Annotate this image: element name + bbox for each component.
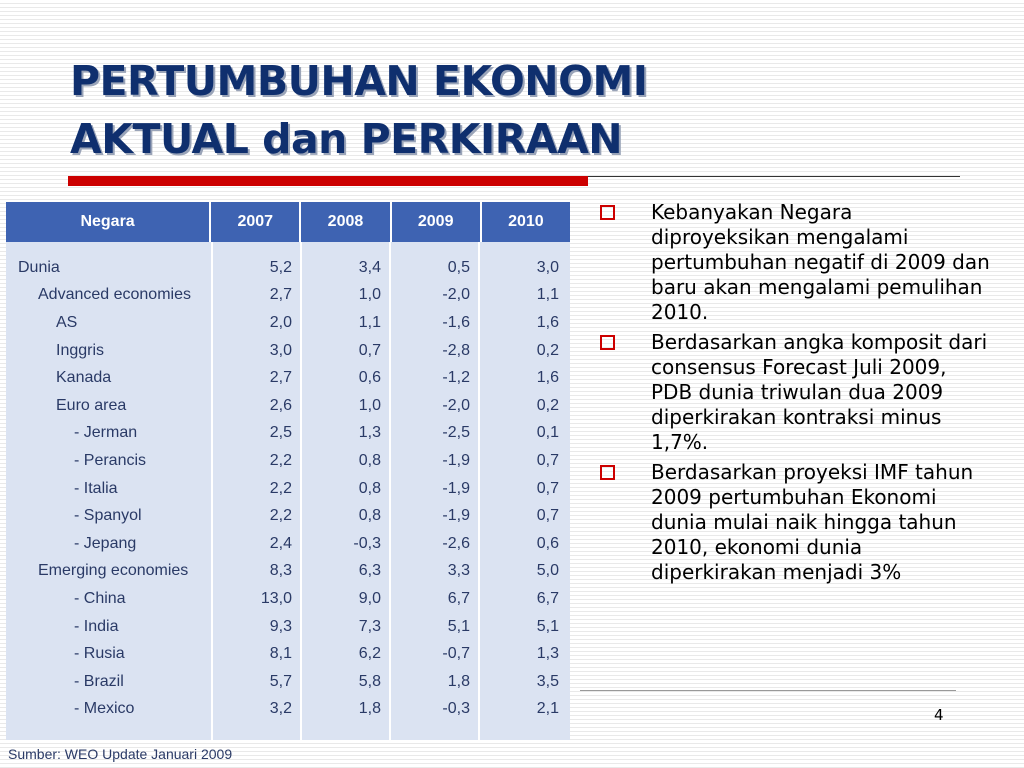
row-country-name: AS xyxy=(56,313,78,331)
table-row xyxy=(6,282,570,310)
column-divider xyxy=(389,242,391,743)
header-2010: 2010 xyxy=(508,213,544,230)
header-2008: 2008 xyxy=(301,202,391,242)
row-value-2010: 0,7 xyxy=(536,507,559,525)
row-value-2010: 1,3 xyxy=(536,645,559,663)
table-body xyxy=(6,242,570,723)
table-row xyxy=(6,613,570,641)
table-row xyxy=(6,696,570,724)
row-country-name: - Rusia xyxy=(74,645,125,663)
row-country-name: Kanada xyxy=(56,369,112,387)
row-value-2009: 6,7 xyxy=(447,589,470,607)
row-value-2010: 0,7 xyxy=(536,451,559,469)
row-value-2009: -1,2 xyxy=(442,369,470,387)
row-value-2008: 0,8 xyxy=(358,507,381,525)
row-value-2008: 6,2 xyxy=(358,645,381,663)
row-value-2010: 3,0 xyxy=(536,258,559,276)
row-value-2008: 6,3 xyxy=(358,562,381,580)
title-divider-line xyxy=(588,176,960,177)
row-value-2009: -1,9 xyxy=(442,507,470,525)
row-value-2007: 3,0 xyxy=(269,341,292,359)
row-value-2009: -2,0 xyxy=(442,286,470,304)
row-value-2008: 0,8 xyxy=(358,451,381,469)
header-negara: Negara xyxy=(6,202,211,242)
row-value-2010: 2,1 xyxy=(536,700,559,718)
row-value-2009: 3,3 xyxy=(447,562,470,580)
row-value-2007: 2,0 xyxy=(269,313,292,331)
row-value-2008: 5,8 xyxy=(358,672,381,690)
row-value-2008: -0,3 xyxy=(353,534,381,552)
row-country-name: - Jerman xyxy=(74,424,138,442)
table-row xyxy=(6,364,570,392)
row-value-2008: 0,7 xyxy=(358,341,381,359)
row-value-2008: 1,1 xyxy=(358,313,381,331)
row-value-2007: 2,7 xyxy=(269,369,292,387)
footer-divider-line xyxy=(580,690,956,691)
row-country-name: - Mexico xyxy=(74,700,135,718)
row-value-2008: 0,8 xyxy=(358,479,381,497)
row-value-2010: 0,2 xyxy=(536,396,559,414)
row-country-name: Euro area xyxy=(56,396,127,414)
square-bullet-icon xyxy=(600,205,615,220)
row-value-2007: 2,5 xyxy=(269,424,292,442)
table-row xyxy=(6,420,570,448)
row-value-2010: 1,6 xyxy=(536,313,559,331)
table-row xyxy=(6,585,570,613)
row-value-2008: 1,0 xyxy=(358,286,381,304)
table-row xyxy=(6,502,570,530)
row-value-2010: 6,7 xyxy=(536,589,559,607)
row-value-2008: 9,0 xyxy=(358,589,381,607)
row-value-2010: 0,1 xyxy=(536,424,559,442)
row-country-name: Emerging economies xyxy=(38,562,189,580)
row-value-2009: -1,6 xyxy=(442,313,470,331)
row-country-name: Advanced economies xyxy=(38,286,191,304)
row-country-name: - Jepang xyxy=(74,534,137,552)
row-value-2007: 2,2 xyxy=(269,507,292,525)
row-value-2010: 5,0 xyxy=(536,562,559,580)
bullet-item xyxy=(600,460,992,585)
row-value-2009: -1,9 xyxy=(442,479,470,497)
table-row xyxy=(6,558,570,586)
row-value-2007: 2,4 xyxy=(269,534,292,552)
table-row xyxy=(6,640,570,668)
table-row xyxy=(6,392,570,420)
row-country-name: - India xyxy=(74,617,119,635)
table-row xyxy=(6,668,570,696)
row-country-name: - Brazil xyxy=(74,672,124,690)
row-value-2010: 0,6 xyxy=(536,534,559,552)
row-country-name: - Spanyol xyxy=(74,507,142,525)
column-divider xyxy=(478,242,480,743)
bullet-text: Berdasarkan proyeksi IMF tahun 2009 pertumbuhan Ekonomi dunia mulai naik hingga tahun 2010, ekonomi dunia diperkirakan menjadi 3% xyxy=(651,460,974,584)
row-country-name: - China xyxy=(74,589,126,607)
row-value-2008: 0,6 xyxy=(358,369,381,387)
row-value-2010: 0,7 xyxy=(536,479,559,497)
row-country-name: Dunia xyxy=(18,258,60,276)
bullet-list xyxy=(600,200,992,590)
row-value-2007: 9,3 xyxy=(269,617,292,635)
row-value-2008: 1,3 xyxy=(358,424,381,442)
row-value-2008: 1,0 xyxy=(358,396,381,414)
header-2009: 2009 xyxy=(392,202,482,242)
square-bullet-icon xyxy=(600,335,615,350)
header-2007: 2007 xyxy=(211,202,301,242)
table-row xyxy=(6,475,570,503)
row-value-2007: 2,2 xyxy=(269,451,292,469)
row-value-2009: 1,8 xyxy=(447,672,470,690)
bullet-text: Kebanyakan Negara diproyeksikan mengalami pertumbuhan negatif di 2009 dan baru akan mengalami pemulihan 2010. xyxy=(651,200,990,324)
bullet-item xyxy=(600,200,992,325)
column-divider xyxy=(211,242,213,743)
table-row xyxy=(6,309,570,337)
title-line-2: AKTUAL dan PERKIRAAN xyxy=(70,115,623,163)
row-country-name: - Italia xyxy=(74,479,118,497)
row-value-2007: 3,2 xyxy=(269,700,292,718)
row-value-2010: 1,1 xyxy=(536,286,559,304)
row-value-2009: -1,9 xyxy=(442,451,470,469)
bullet-text: Berdasarkan angka komposit dari consensus Forecast Juli 2009, PDB dunia triwulan dua 2009 diperkirakan kontraksi minus 1,7%. xyxy=(651,330,988,454)
page-number: 4 xyxy=(934,706,944,724)
row-value-2009: -2,0 xyxy=(442,396,470,414)
row-value-2007: 5,2 xyxy=(269,258,292,276)
row-value-2008: 3,4 xyxy=(358,258,381,276)
row-value-2007: 8,1 xyxy=(269,645,292,663)
growth-table xyxy=(6,202,570,740)
table-header xyxy=(6,202,570,242)
row-value-2009: -2,8 xyxy=(442,341,470,359)
bullet-item xyxy=(600,330,992,455)
row-country-name: - Perancis xyxy=(74,451,147,469)
square-bullet-icon xyxy=(600,465,615,480)
row-value-2010: 3,5 xyxy=(536,672,559,690)
row-value-2007: 2,2 xyxy=(269,479,292,497)
title-line-1: PERTUMBUHAN EKONOMI xyxy=(70,57,648,105)
row-value-2009: 5,1 xyxy=(447,617,470,635)
row-value-2010: 1,6 xyxy=(536,369,559,387)
table-row xyxy=(6,530,570,558)
row-value-2009: -0,7 xyxy=(442,645,470,663)
row-value-2008: 7,3 xyxy=(358,617,381,635)
row-value-2007: 5,7 xyxy=(269,672,292,690)
table-row xyxy=(6,337,570,365)
table-row xyxy=(6,254,570,282)
row-value-2009: -2,5 xyxy=(442,424,470,442)
row-value-2010: 0,2 xyxy=(536,341,559,359)
row-value-2007: 2,7 xyxy=(269,286,292,304)
slide-title xyxy=(70,52,770,168)
column-divider xyxy=(300,242,302,743)
title-underline-bar xyxy=(68,176,588,186)
row-value-2009: 0,5 xyxy=(447,258,470,276)
row-value-2007: 8,3 xyxy=(269,562,292,580)
row-value-2007: 2,6 xyxy=(269,396,292,414)
table-source: Sumber: WEO Update Januari 2009 xyxy=(8,746,233,762)
table-row xyxy=(6,447,570,475)
row-value-2009: -0,3 xyxy=(442,700,470,718)
row-value-2010: 5,1 xyxy=(536,617,559,635)
row-value-2008: 1,8 xyxy=(358,700,381,718)
row-country-name: Inggris xyxy=(56,341,105,359)
row-value-2009: -2,6 xyxy=(442,534,470,552)
row-value-2007: 13,0 xyxy=(260,589,292,607)
